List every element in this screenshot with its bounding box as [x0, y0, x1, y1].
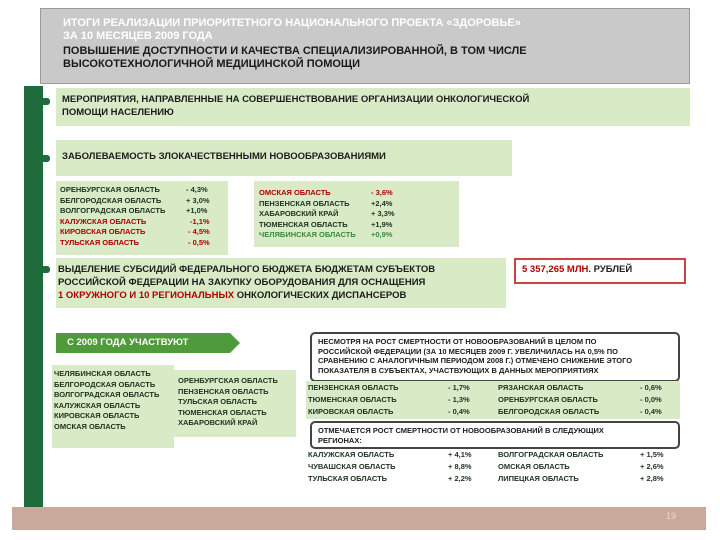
mortality-note-1: [310, 332, 680, 382]
table-row: ТЮМЕНСКАЯ ОБЛАСТЬ - 1,3% ОРЕНБУРГСКАЯ ОБЛАСТЬ - 0,0%: [308, 395, 662, 404]
list-item: КАЛУЖСКАЯ ОБЛАСТЬ -1,1%: [60, 216, 210, 226]
mortality-increase-table: [306, 449, 682, 487]
incidence-list-left: [56, 181, 228, 255]
list-item: ТЮМЕНСКАЯ ОБЛАСТЬ: [178, 407, 267, 417]
participants-badge-label: С 2009 ГОДА УЧАСТВУЮТ: [67, 337, 189, 348]
note-2-line-2: РЕГИОНАХ:: [318, 435, 362, 445]
list-item: КИРОВСКАЯ ОБЛАСТЬ - 4,5%: [60, 227, 210, 236]
list-item: БЕЛГОРОДСКАЯ ОБЛАСТЬ + 3,0%: [60, 195, 210, 205]
note-1-line-1: НЕСМОТРЯ НА РОСТ СМЕРТНОСТИ ОТ НОВООБРАЗОВАНИЙ В ЦЕЛОМ ПО: [318, 337, 597, 346]
section-2-title: ЗАБОЛЕВАЕМОСТЬ ЗЛОКАЧЕСТВЕННЫМИ НОВООБРАЗОВАНИЯМИ: [62, 151, 386, 162]
section-3-line-2: РОССИЙСКОЙ ФЕДЕРАЦИИ НА ЗАКУПКУ ОБОРУДОВАНИЯ ДЛЯ ОСНАЩЕНИЯ: [58, 277, 426, 288]
list-item: ВОЛГОГРАДСКАЯ ОБЛАСТЬ: [54, 390, 160, 399]
list-item: ХАБАРОВСКИЙ КРАЙ + 3,3%: [259, 209, 395, 218]
note-1-line-2: РОССИЙСКОЙ ФЕДЕРАЦИИ (ЗА 10 МЕСЯЦЕВ 2009 Г. УВЕЛИЧИЛАСЬ НА 0,5% ПО: [318, 346, 619, 356]
table-row: ПЕНЗЕНСКАЯ ОБЛАСТЬ - 1,7% РЯЗАНСКАЯ ОБЛАСТЬ - 0,6%: [308, 383, 662, 392]
section-1-line-2: ПОМОЩИ НАСЕЛЕНИЮ: [62, 107, 174, 118]
note-2-line-1: ОТМЕЧАЕТСЯ РОСТ СМЕРТНОСТИ ОТ НОВООБРАЗОВАНИЙ В СЛЕДУЮЩИХ: [318, 426, 604, 435]
list-item: ХАБАРОВСКИЙ КРАЙ: [178, 418, 258, 427]
table-row: ТУЛЬСКАЯ ОБЛАСТЬ + 2,2% ЛИПЕЦКАЯ ОБЛАСТЬ + 2,8%: [308, 474, 664, 483]
list-item: ТУЛЬСКАЯ ОБЛАСТЬ - 0,5%: [60, 237, 210, 247]
subsidy-amount-value: 5 357,265 МЛН: [522, 264, 589, 275]
list-item: КИРОВСКАЯ ОБЛАСТЬ: [54, 411, 140, 420]
slide-footer: [12, 507, 706, 530]
table-row: ЧУВАШСКАЯ ОБЛАСТЬ + 8,8% ОМСКАЯ ОБЛАСТЬ + 2,6%: [308, 462, 664, 471]
list-item: КАЛУЖСКАЯ ОБЛАСТЬ: [54, 400, 141, 410]
table-row: КИРОВСКАЯ ОБЛАСТЬ - 0,4% БЕЛГОРОДСКАЯ ОБЛАСТЬ - 0,4%: [308, 407, 662, 416]
page-number: 19: [665, 511, 676, 521]
mortality-decrease-table: [306, 381, 680, 419]
subsidy-amount-unit: . РУБЛЕЙ: [588, 264, 633, 275]
section-2-box: [56, 140, 512, 176]
participants-list-right: [174, 370, 296, 437]
list-item: ТЮМЕНСКАЯ ОБЛАСТЬ +1,9%: [259, 219, 393, 229]
incidence-list-right: [254, 181, 459, 247]
bullet-tab-1: [36, 98, 50, 105]
participants-list-left: [52, 365, 174, 448]
note-1-line-4: ПОКАЗАТЕЛЯ В СУБЪЕКТАХ, УЧАСТВУЮЩИХ В ДАННЫХ МЕРОПРИЯТИЯХ: [318, 365, 599, 375]
list-item: ЧЕЛЯБИНСКАЯ ОБЛАСТЬ +0,9%: [259, 230, 393, 239]
subsidy-amount: [514, 258, 686, 284]
list-item: ЧЕЛЯБИНСКАЯ ОБЛАСТЬ: [54, 369, 151, 378]
list-item: ОРЕНБУРГСКАЯ ОБЛАСТЬ: [178, 376, 278, 385]
list-item: ОРЕНБУРГСКАЯ ОБЛАСТЬ - 4,3%: [60, 185, 208, 194]
header-line-4: ВЫСОКОТЕХНОЛОГИЧНОЙ МЕДИЦИНСКОЙ ПОМОЩИ: [63, 58, 361, 70]
participants-badge: [56, 333, 230, 353]
mortality-note-2: [310, 421, 680, 449]
note-1-line-3: СРАВНЕНИЮ С АНАЛОГИЧНЫМ ПЕРИОДОМ 2008 Г.) ОТМЕЧЕНО СНИЖЕНИЕ ЭТОГО: [318, 356, 633, 366]
left-accent-bar: [24, 86, 43, 508]
section-3-box: [56, 258, 506, 308]
list-item: ВОЛГОГРАДСКАЯ ОБЛАСТЬ +1,0%: [60, 206, 208, 215]
section-3-line-1: ВЫДЕЛЕНИЕ СУБСИДИЙ ФЕДЕРАЛЬНОГО БЮДЖЕТА БЮДЖЕТАМ СУБЪЕКТОВ: [58, 264, 436, 275]
bullet-tab-3: [36, 266, 50, 273]
list-item: ОМСКАЯ ОБЛАСТЬ - 3,6%: [259, 188, 393, 197]
list-item: ПЕНЗЕНСКАЯ ОБЛАСТЬ: [178, 386, 269, 396]
table-row: КАЛУЖСКАЯ ОБЛАСТЬ + 4,1% ВОЛГОГРАДСКАЯ ОБЛАСТЬ + 1,5%: [308, 450, 664, 459]
list-item: ТУЛЬСКАЯ ОБЛАСТЬ: [178, 397, 258, 406]
list-item: БЕЛГОРОДСКАЯ ОБЛАСТЬ: [54, 379, 156, 389]
header-line-2: ЗА 10 МЕСЯЦЕВ 2009 ГОДА: [63, 30, 213, 42]
header-line-3: ПОВЫШЕНИЕ ДОСТУПНОСТИ И КАЧЕСТВА СПЕЦИАЛИЗИРОВАННОЙ, В ТОМ ЧИСЛЕ: [63, 45, 527, 57]
section-3-line-3: 1 ОКРУЖНОГО И 10 РЕГИОНАЛЬНЫХ ОНКОЛОГИЧЕСКИХ ДИСПАНСЕРОВ: [58, 290, 407, 301]
bullet-tab-2: [36, 155, 50, 162]
slide-header: [40, 8, 690, 84]
section-1-box: [56, 88, 690, 126]
list-item: ОМСКАЯ ОБЛАСТЬ: [54, 421, 126, 431]
list-item: ПЕНЗЕНСКАЯ ОБЛАСТЬ +2,4%: [259, 198, 393, 208]
section-1-line-1: МЕРОПРИЯТИЯ, НАПРАВЛЕННЫЕ НА СОВЕРШЕНСТВОВАНИЕ ОРГАНИЗАЦИИ ОНКОЛОГИЧЕСКОЙ: [62, 94, 530, 105]
header-line-1: ИТОГИ РЕАЛИЗАЦИИ ПРИОРИТЕТНОГО НАЦИОНАЛЬНОГО ПРОЕКТА «ЗДОРОВЬЕ»: [63, 17, 521, 29]
